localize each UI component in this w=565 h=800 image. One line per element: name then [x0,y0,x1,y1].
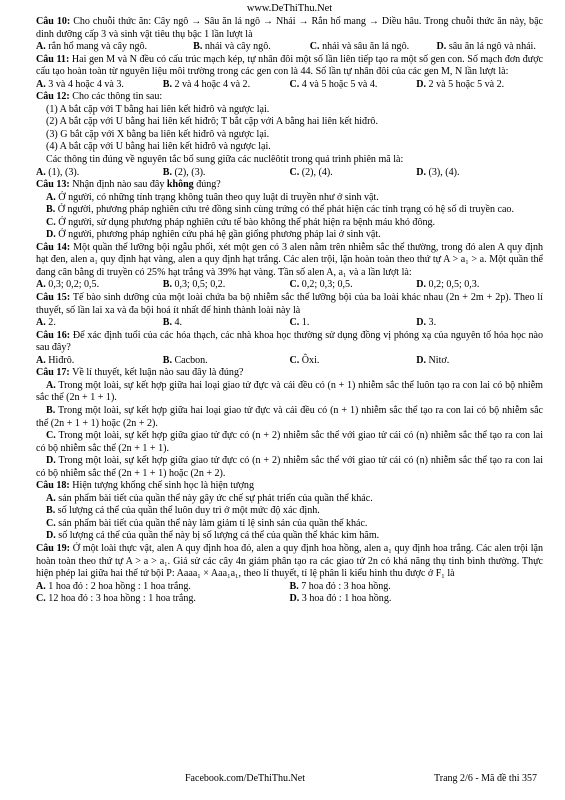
question-text: Nhận định nào sau đây [72,179,167,191]
option-b: 7 hoa đỏ : 3 hoa hồng. [301,580,391,592]
option-label-d: D. [416,78,427,90]
question-text-end: đúng? [193,179,221,191]
option-label-b: B. [162,354,172,366]
option-label-c: C. [289,279,300,291]
option-a-row [36,380,543,405]
option-label-a: A. [36,317,46,329]
option-d: 2 và 5 hoặc 5 và 2. [428,78,505,90]
option-a: Ở người, có những tính trạng không tuân theo quy luật di truyền như ở sinh vật. [58,191,379,203]
option-label-c: C. [36,593,46,605]
statement-4: (4) A bắt cặp với U bằng hai liên kết hiđrô và ngược lại. [46,141,271,153]
question-19-options-row-1 [36,581,543,594]
question-text: Để xác định tuổi của các hóa thạch, các nhà khoa học thường sử dụng đồng vị phóng xạ của nguyên tố hóa học nào sau đây? [36,329,544,354]
question-15 [36,292,543,317]
option-label-d: D. [416,279,427,291]
option-label-c: C. [46,517,56,529]
question-number: Câu 15: [36,292,71,304]
option-a: 0,3; 0,2; 0,5. [48,279,100,291]
option-label-a: A. [36,354,46,366]
statement-1: (1) A bắt cặp với T bằng hai liên kết hiđrô và ngược lại. [46,103,270,115]
option-c: 1. [301,317,310,329]
question-16-options [36,355,543,368]
question-text: Hiện tượng khống chế sinh học là hiện tượng [72,480,254,492]
option-b: Trong một loài, sự kết hợp giữa hai loại giao tử đực và cái đều có (n + 1) nhiễm sắc thể tạo ra con lai có bộ nhiễm sắc thể (2n + 1 + 1) hoặc (2n + 2). [36,404,543,429]
option-label-a: A. [36,166,46,178]
option-label-b: B. [46,404,56,416]
question-text: Hai gen M và N đều có cấu trúc mạch kép, tự nhân đôi một số lần liên tiếp tạo ra một số gen con. Số mạch đơn được cấu tạo hoàn toàn từ nguyên liệu môi trường trong các gen con là 44. Số lần tự nhân đôi của các gen M, N lần lượt là: [36,53,544,78]
page-header[interactable]: www.DeThiThu.Net [246,3,333,14]
question-17 [36,367,543,380]
option-a-row [36,192,543,205]
question-10 [36,16,543,41]
option-c: Ôxi. [301,354,320,366]
question-10-options [36,41,543,54]
option-a: sản phẩm bài tiết của quần thể này gây ức chế sự phát triển của quần thể khác. [58,492,373,504]
option-label-d: D. [46,229,56,241]
question-14 [36,242,543,280]
option-c: (2), (4). [301,166,333,178]
option-d: (3), (4). [428,166,460,178]
option-a: (1), (3). [48,166,80,178]
option-label-c: C. [46,216,56,228]
option-b: 0,3; 0,5; 0,2. [174,279,226,291]
option-b-row [36,405,543,430]
option-label-d: D. [289,593,300,605]
option-b: 2 và 4 hoặc 4 và 2. [174,78,251,90]
option-b-row [36,505,543,518]
question-number: Câu 13: [36,179,70,191]
emphasis-not: không [166,179,194,191]
question-text: Cho chuỗi thức ăn: Cây ngô → Sâu ăn lá ngô → Nhái → Rắn hổ mang → Diều hâu. Trong chuỗi thức ăn này, bậc dinh dưỡng cấp 3 và sinh vật tiêu thụ bậc 1 lần lượt là [36,16,543,40]
option-c: Trong một loài, sự kết hợp giữa giao tử đực có (n + 2) nhiễm sắc thể với giao tử cái có (n) nhiễm sắc thể tạo ra con lai có bộ nhiễm sắc thể (2n + 1 + 1). [36,430,543,454]
option-c-row [36,217,543,230]
option-label-d: D. [46,530,56,542]
option-b: Ở người, phương pháp nghiên cứu trẻ đồng sinh cùng trứng có thể phát hiện các tính trạng có hệ số di truyền cao. [57,204,514,216]
question-19 [36,543,543,581]
question-18 [36,480,543,493]
option-label-c: C. [289,354,300,366]
option-c: nhái và sâu ăn lá ngô. [322,41,410,53]
option-label-a: A. [46,191,56,203]
statement-3: (3) G bắt cặp với X bằng ba liên kết hiđrô và ngược lại. [46,128,270,140]
question-number: Câu 18: [36,480,70,492]
option-label-b: B. [46,204,56,216]
option-b-row [36,204,543,217]
option-c: sản phẩm bài tiết của quần thể này làm giảm tỉ lệ sinh sản của quần thể khác. [58,517,368,529]
option-b: nhái và cây ngô. [204,41,271,53]
option-c-row [36,430,543,455]
option-a: Trong một loài, sự kết hợp giữa hai loại giao tử đực và cái đều có (n + 1) nhiễm sắc thể luôn tạo ra con lai có bộ nhiễm sắc thể (2n + 1 + 1). [36,379,543,404]
option-c: Ở người, sử dụng phương pháp nghiên cứu tế bào không thể phát hiện ra bệnh máu khó đông. [58,216,436,228]
question-number: Câu 17: [36,367,70,379]
option-a: Hiđrô. [48,354,75,366]
option-label-c: C. [46,430,56,442]
question-number: Câu 16: [36,329,71,341]
option-b: (2), (3). [174,166,206,178]
option-label-b: B. [193,41,203,53]
statement-2: (2) A bắt cặp với U bằng hai liên kết hiđrô; T bắt cặp với A bằng hai liên kết hiđrô. [46,116,378,128]
option-label-b: B. [46,505,56,517]
question-text: Ở một loài thực vật, alen A quy định hoa đỏ, alen a quy định hoa hồng, alen a₁ quy định hoa trắng. Các alen trội lặn hoàn toàn theo thứ tự A > a > a₁. Giả sử các cây 4n giảm phân tạo ra các giao tử 2n có khả năng thụ tinh bình thường. Thực hiện phép lai giữa hai thể tứ bội P: Aaaa₁ × Aaa₁a₁, theo lí thuyết, tỉ lệ phân li kiểu hình thu được ở F₁ là [36,542,543,580]
question-number: Câu 12: [36,91,70,103]
option-d: Nitơ. [428,354,450,366]
option-label-d: D. [46,455,56,467]
option-d-row [36,530,543,543]
option-label-b: B. [162,317,172,329]
question-14-options [36,279,543,292]
question-12 [36,91,543,104]
option-label-a: A. [46,492,56,504]
option-label-a: A. [36,279,46,291]
option-label-c: C. [289,166,300,178]
question-19-options-row-2 [36,593,543,606]
option-label-a: A. [46,379,56,391]
question-number: Câu 14: [36,241,71,253]
option-label-b: B. [162,166,172,178]
option-label-b: B. [162,279,172,291]
question-text: Về lí thuyết, kết luận nào sau đây là đúng? [72,367,244,379]
option-label-b: B. [162,78,172,90]
option-label-c: C. [289,78,300,90]
footer-facebook-link[interactable]: Facebook.com/DeThiThu.Net [185,773,305,784]
option-label-d: D. [416,317,427,329]
option-label-c: C. [289,317,300,329]
question-number: Câu 19: [36,542,71,554]
option-b: số lượng cá thể của quần thể luôn duy trì ở một mức độ xác định. [57,505,320,517]
question-16 [36,330,543,355]
option-label-d: D. [416,166,427,178]
option-d: sâu ăn lá ngô và nhái. [448,41,536,53]
option-label-c: C. [309,41,320,53]
option-d: 3. [428,317,437,329]
option-d: số lượng cá thể của quần thể này bị số lượng cá thể của quần thể khác kìm hãm. [58,530,380,542]
option-label-b: B. [289,580,299,592]
footer-page-info: Trang 2/6 - Mã đề thi 357 [434,773,537,784]
option-b: Cacbon. [174,354,208,366]
option-label-d: D. [416,354,427,366]
option-c: 12 hoa đỏ : 3 hoa hồng : 1 hoa trắng. [48,593,196,605]
option-c: 0,2; 0,3; 0,5. [301,279,353,291]
option-label-d: D. [436,41,447,53]
question-text: Tế bào sinh dưỡng của một loài chứa ba bộ nhiễm sắc thể lưỡng bội của ba loài khác nhau (2n + 2m + 2p). Theo lí thuyết, số lần lai xa và đa bội hoá ít nhất để hình thành loài này là [36,292,543,316]
option-a: 3 và 4 hoặc 4 và 3. [48,78,124,90]
option-d: 0,2; 0,5; 0,3. [428,279,480,291]
option-a: 2. [48,317,56,329]
option-c-row [36,518,543,531]
option-label-a: A. [36,580,46,592]
question-13 [36,179,543,192]
option-label-a: A. [36,41,46,53]
option-d: Trong một loài, sự kết hợp giữa giao tử đực có (n + 2) nhiễm sắc thể với giao tử cái có (n) nhiễm sắc thể tạo ra con lai có bộ nhiễm sắc thể (2n + 1 + 1) hoặc (2n + 2). [36,455,543,479]
question-text: Một quần thể lưỡng bội ngẫu phối, xét một gen có 3 alen nằm trên nhiễm sắc thể thường, trong đó alen A quy định hạt đen, alen a₁ quy định hạt vàng, alen a quy định hạt trắng. Các alen trội, lặn hoàn toàn theo thứ tự A > a₁ > a. Một quần thể đang cân bằng di truyền có 25% hạt trắng và 39% hạt vàng. Tần số alen A, a₁ và a lần lượt là: [36,241,543,278]
question-text: Cho các thông tin sau: [72,91,163,103]
option-a: rắn hổ mang và cây ngô. [48,41,148,53]
question-prompt: Các thông tin đúng về nguyên tắc bổ sung giữa các nuclêôtit trong quá trình phiên mã là: [46,154,404,166]
option-c: 4 và 5 hoặc 5 và 4. [301,78,378,90]
option-a: 1 hoa đỏ : 2 hoa hồng : 1 hoa trắng. [48,580,191,592]
option-d: Ở người, phương pháp nghiên cứu phả hệ gần giống phương pháp lai ở sinh vật. [58,229,381,241]
question-number: Câu 11: [36,53,70,65]
option-b: 4. [174,317,183,329]
option-label-a: A. [36,78,46,90]
question-11-options [36,79,543,92]
question-12-options [36,167,543,180]
question-15-options [36,317,543,330]
question-11 [36,54,543,79]
option-d-row [36,455,543,480]
option-d-row [36,229,543,242]
question-number: Câu 10: [36,16,71,27]
option-a-row [36,493,543,506]
option-d: 3 hoa đỏ : 1 hoa hồng. [301,593,392,605]
